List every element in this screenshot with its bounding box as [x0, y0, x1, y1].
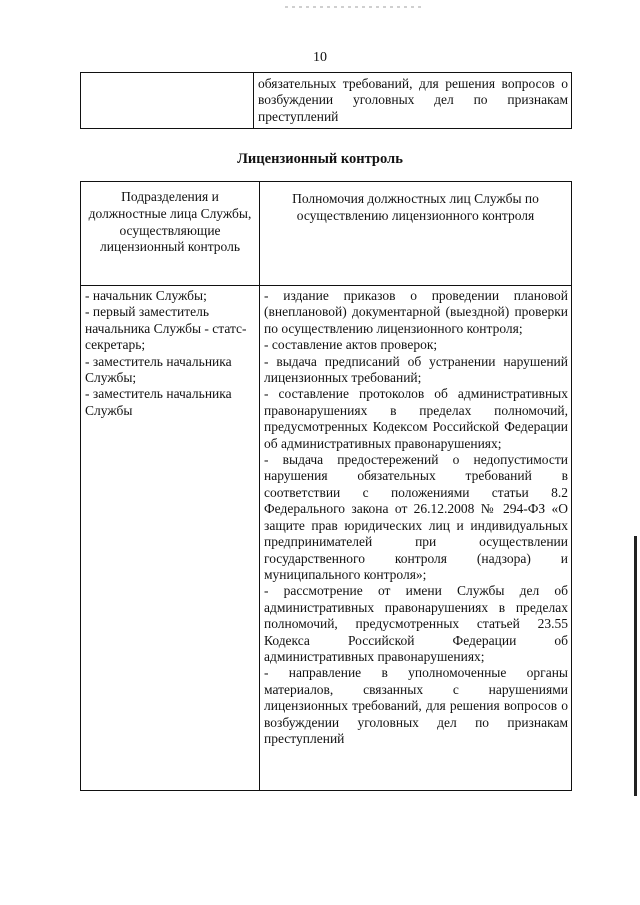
scan-edge-artifact: [634, 536, 637, 796]
list-item: - первый заместитель начальника Службы - статс-секретарь;: [85, 304, 247, 353]
header-officials: Подразделения и должностные лица Службы, осуществляющие лицензионный контроль: [81, 182, 260, 286]
empty-cell: [81, 73, 254, 129]
table-header-row: [81, 182, 572, 286]
list-item: - заместитель начальника Службы;: [85, 353, 232, 386]
section-title: Лицензионный контроль: [237, 151, 403, 167]
list-item: - выдача предостережений о недопустимости нарушения обязательных требований в соответствии с положениями статьи 8.2 Федерального закона от 26.12.2008 № 294-ФЗ «О защите прав юридических лиц и индивидуальных предпринимателей при осуществлении государственного контроля (надзора) и муниципального контроля»;: [264, 452, 568, 582]
list-item: - рассмотрение от имени Службы дел об административных правонарушениях в пределах полномочий, предусмотренных статьей 23.55 Кодекса Российской Федерации об административных правонарушениях;: [264, 583, 568, 664]
continuation-text: обязательных требований, для решения вопросов о возбуждении уголовных дел по признакам преступлений: [254, 73, 572, 129]
continuation-table: [80, 72, 572, 129]
powers-cell: [260, 286, 572, 791]
scan-artifact: [285, 6, 425, 8]
list-item: - направление в уполномоченные органы материалов, связанных с нарушениями лицензионных требований, для решения вопросов о возбуждении уголовных дел по признакам преступлений: [264, 665, 568, 746]
licensing-control-table: [80, 181, 572, 791]
header-powers: Полномочия должностных лиц Службы по осуществлению лицензионного контроля: [260, 182, 572, 286]
list-item: - заместитель начальника Службы: [85, 386, 232, 418]
list-item: - начальник Службы;: [85, 288, 207, 303]
list-item: - выдача предписаний об устранении нарушений лицензионных требований;: [264, 353, 568, 386]
list-item: - составление протоколов об административных правонарушениях в пределах полномочий, предусмотренных Кодексом Российской Федерации об административных правонарушениях;: [264, 386, 568, 451]
table-row: [81, 286, 572, 791]
page-number: 10: [313, 50, 327, 65]
list-item: - издание приказов о проведении плановой (внеплановой) документарной (выездной) проверки по осуществлению лицензионного контроля;: [264, 288, 568, 336]
list-item: - составление актов проверок;: [264, 337, 438, 353]
table-row: [81, 73, 572, 129]
officials-cell: [81, 286, 260, 791]
